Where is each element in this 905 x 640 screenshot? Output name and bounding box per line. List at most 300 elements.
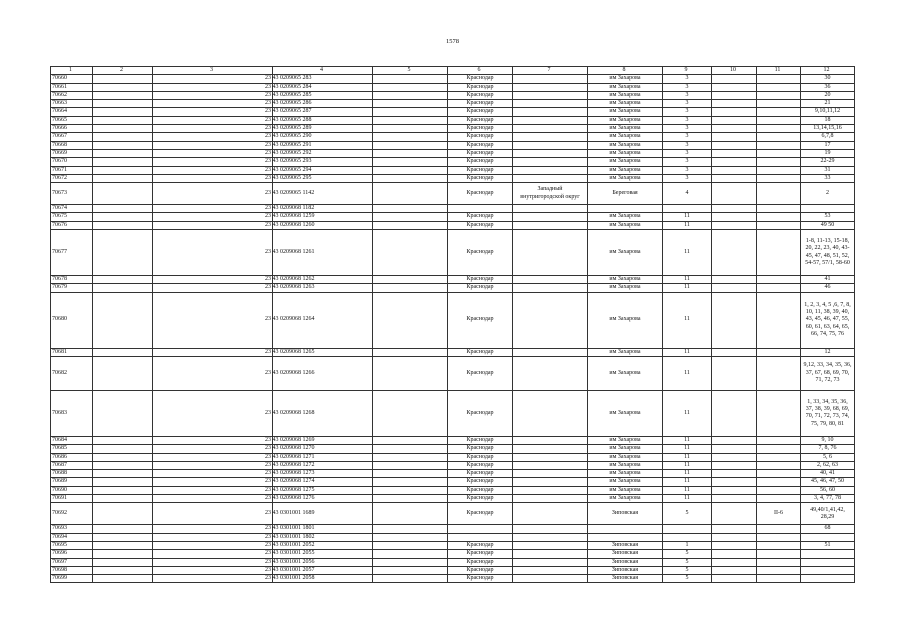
column-9-cell: 5: [663, 566, 712, 574]
column-header: 11: [757, 67, 801, 75]
column-11-cell: [757, 230, 801, 276]
cadastral-number: 23 43 0209068 1269: [153, 436, 273, 444]
column-9-cell: 11: [663, 470, 712, 478]
record-number: 70663: [51, 100, 93, 108]
empty-cell: [93, 183, 153, 205]
cadastral-number: 23 43 0301001 2058: [153, 575, 273, 583]
column-9-cell: 3: [663, 158, 712, 166]
column-11-cell: [757, 445, 801, 453]
column-11-cell: [757, 292, 801, 348]
empty-cell: [93, 174, 153, 182]
house-numbers-cell: 19: [801, 149, 855, 157]
table-row: [51, 174, 855, 182]
house-numbers-cell: [801, 205, 855, 213]
house-numbers-cell: 2, 62, 63: [801, 461, 855, 469]
empty-cell: [712, 445, 757, 453]
city-cell: Краснодар: [448, 116, 513, 124]
column-9-cell: 11: [663, 221, 712, 229]
table-row: [51, 221, 855, 229]
city-cell: Краснодар: [448, 230, 513, 276]
empty-cell: [712, 292, 757, 348]
table-row: [51, 525, 855, 533]
table-row: [51, 149, 855, 157]
column-header: 2: [93, 67, 153, 75]
empty-cell: [93, 91, 153, 99]
street-cell: Зиповская: [588, 503, 663, 525]
street-cell: им Захарова: [588, 75, 663, 83]
column-11-cell: [757, 525, 801, 533]
house-numbers-cell: 18: [801, 116, 855, 124]
empty-cell: [712, 461, 757, 469]
table-row: [51, 230, 855, 276]
empty-cell: [93, 558, 153, 566]
column-11-cell: [757, 75, 801, 83]
district-cell: [513, 276, 588, 284]
house-numbers-cell: 3, 4, 77, 78: [801, 495, 855, 503]
record-number: 70689: [51, 478, 93, 486]
district-cell: [513, 558, 588, 566]
cadastral-number: 23 43 0209068 1260: [153, 221, 273, 229]
empty-cell: [373, 141, 448, 149]
empty-cell: [712, 558, 757, 566]
record-number: 70665: [51, 116, 93, 124]
empty-cell: [373, 470, 448, 478]
cadastral-number: 23 43 0209068 1273: [153, 470, 273, 478]
empty-cell: [373, 453, 448, 461]
record-number: 70696: [51, 550, 93, 558]
record-number: 70686: [51, 453, 93, 461]
empty-cell: [712, 108, 757, 116]
empty-cell: [93, 125, 153, 133]
column-9-cell: 5: [663, 503, 712, 525]
record-number: 70671: [51, 166, 93, 174]
column-9-cell: [663, 205, 712, 213]
record-number: 70660: [51, 75, 93, 83]
street-cell: [588, 533, 663, 541]
district-cell: [513, 230, 588, 276]
empty-cell: [373, 149, 448, 157]
empty-cell: [712, 174, 757, 182]
empty-cell: [373, 83, 448, 91]
column-11-cell: II-6: [757, 503, 801, 525]
column-9-cell: 5: [663, 558, 712, 566]
empty-cell: [373, 108, 448, 116]
column-9-cell: 5: [663, 575, 712, 583]
column-header: 3: [153, 67, 273, 75]
table-row: [51, 503, 855, 525]
column-11-cell: [757, 116, 801, 124]
empty-cell: [93, 292, 153, 348]
column-9-cell: 11: [663, 284, 712, 292]
table-row: [51, 390, 855, 436]
column-9-cell: 11: [663, 461, 712, 469]
cadastral-number: 23 43 0209065 290: [153, 133, 273, 141]
column-11-cell: [757, 541, 801, 549]
cadastral-number: 23 43 0209065 291: [153, 141, 273, 149]
empty-cell: [93, 284, 153, 292]
record-number: 70692: [51, 503, 93, 525]
empty-cell: [712, 221, 757, 229]
city-cell: Краснодар: [448, 478, 513, 486]
empty-cell: [712, 453, 757, 461]
cadastral-number: 23 43 0209068 1261: [153, 230, 273, 276]
column-header: 5: [373, 67, 448, 75]
street-cell: им Захарова: [588, 158, 663, 166]
table-row: [51, 213, 855, 221]
column-9-cell: 3: [663, 116, 712, 124]
table-row: [51, 566, 855, 574]
street-cell: им Захарова: [588, 108, 663, 116]
column-9-cell: 11: [663, 348, 712, 356]
empty-cell: [373, 348, 448, 356]
empty-cell: [712, 158, 757, 166]
empty-cell: [373, 166, 448, 174]
house-numbers-cell: 9,12, 33, 34, 35, 36, 37, 67, 68, 69, 70, 71, 72, 73: [801, 356, 855, 390]
empty-cell: [373, 75, 448, 83]
column-11-cell: [757, 174, 801, 182]
column-header: 9: [663, 67, 712, 75]
house-numbers-cell: 1, 2, 3, 4, 5 ,6, 7, 8, 10, 11, 38, 39, 40, 43, 45, 46, 47, 55, 60, 61, 63, 64, 65, 66, 74, 75, 76: [801, 292, 855, 348]
table-row: [51, 205, 855, 213]
cadastral-number: 23 43 0209065 294: [153, 166, 273, 174]
city-cell: Краснодар: [448, 183, 513, 205]
column-9-cell: 3: [663, 100, 712, 108]
street-cell: Зиповская: [588, 550, 663, 558]
empty-cell: [93, 166, 153, 174]
empty-cell: [93, 503, 153, 525]
column-header: 10: [712, 67, 757, 75]
street-cell: Зиповская: [588, 566, 663, 574]
district-cell: [513, 108, 588, 116]
street-cell: им Захарова: [588, 125, 663, 133]
district-cell: [513, 166, 588, 174]
house-numbers-cell: [801, 533, 855, 541]
column-11-cell: [757, 141, 801, 149]
empty-cell: [93, 541, 153, 549]
district-cell: [513, 83, 588, 91]
table-row: [51, 478, 855, 486]
street-cell: [588, 525, 663, 533]
table-row: [51, 125, 855, 133]
empty-cell: [712, 166, 757, 174]
cadastral-number: 23 43 0209068 1276: [153, 495, 273, 503]
empty-cell: [712, 91, 757, 99]
empty-cell: [712, 541, 757, 549]
column-11-cell: [757, 205, 801, 213]
column-9-cell: 3: [663, 83, 712, 91]
empty-cell: [712, 213, 757, 221]
table-row: [51, 91, 855, 99]
table-row: [51, 436, 855, 444]
empty-cell: [373, 461, 448, 469]
table-row: [51, 292, 855, 348]
street-cell: им Захарова: [588, 436, 663, 444]
table-row: [51, 445, 855, 453]
street-cell: им Захарова: [588, 174, 663, 182]
empty-cell: [373, 566, 448, 574]
empty-cell: [373, 183, 448, 205]
district-cell: [513, 525, 588, 533]
cadastral-number: 23 43 0209068 1182: [153, 205, 273, 213]
header-row: [51, 67, 855, 75]
column-11-cell: [757, 213, 801, 221]
district-cell: [513, 503, 588, 525]
table-row: [51, 550, 855, 558]
empty-cell: [93, 348, 153, 356]
city-cell: Краснодар: [448, 166, 513, 174]
table-row: [51, 495, 855, 503]
empty-cell: [93, 221, 153, 229]
empty-cell: [93, 83, 153, 91]
house-numbers-cell: [801, 566, 855, 574]
column-11-cell: [757, 436, 801, 444]
record-number: 70667: [51, 133, 93, 141]
empty-cell: [712, 478, 757, 486]
record-number: 70682: [51, 356, 93, 390]
empty-cell: [712, 495, 757, 503]
cadastral-number: 23 43 0209068 1259: [153, 213, 273, 221]
record-number: 70694: [51, 533, 93, 541]
district-cell: [513, 533, 588, 541]
table-row: [51, 108, 855, 116]
street-cell: им Захарова: [588, 83, 663, 91]
district-cell: [513, 453, 588, 461]
column-9-cell: 11: [663, 213, 712, 221]
house-numbers-cell: 30: [801, 75, 855, 83]
empty-cell: [373, 292, 448, 348]
street-cell: [588, 205, 663, 213]
empty-cell: [373, 284, 448, 292]
city-cell: Краснодар: [448, 550, 513, 558]
cadastral-number: 23 43 0301001 1802: [153, 533, 273, 541]
house-numbers-cell: 40, 41: [801, 470, 855, 478]
empty-cell: [373, 133, 448, 141]
house-numbers-cell: 33: [801, 174, 855, 182]
district-cell: [513, 348, 588, 356]
cadastral-number: 23 43 0209065 284: [153, 83, 273, 91]
empty-cell: [712, 230, 757, 276]
city-cell: Краснодар: [448, 292, 513, 348]
city-cell: Краснодар: [448, 436, 513, 444]
house-numbers-cell: 49,40/1,41,42, 28,29: [801, 503, 855, 525]
house-numbers-cell: 46: [801, 284, 855, 292]
column-11-cell: [757, 284, 801, 292]
record-number: 70677: [51, 230, 93, 276]
district-cell: [513, 566, 588, 574]
city-cell: Краснодар: [448, 158, 513, 166]
table-row: [51, 541, 855, 549]
cadastral-number: 23 43 0209065 292: [153, 149, 273, 157]
district-cell: [513, 133, 588, 141]
record-number: 70683: [51, 390, 93, 436]
table-row: [51, 75, 855, 83]
city-cell: Краснодар: [448, 174, 513, 182]
column-11-cell: [757, 486, 801, 494]
house-numbers-cell: 9, 10: [801, 436, 855, 444]
cadastral-number: 23 43 0209065 283: [153, 75, 273, 83]
column-11-cell: [757, 348, 801, 356]
record-number: 70674: [51, 205, 93, 213]
record-number: 70672: [51, 174, 93, 182]
column-9-cell: 3: [663, 75, 712, 83]
street-cell: им Захарова: [588, 213, 663, 221]
empty-cell: [712, 525, 757, 533]
district-cell: [513, 100, 588, 108]
empty-cell: [373, 575, 448, 583]
house-numbers-cell: 2: [801, 183, 855, 205]
house-numbers-cell: 13,14,15,16: [801, 125, 855, 133]
column-9-cell: [663, 525, 712, 533]
column-9-cell: 11: [663, 230, 712, 276]
empty-cell: [93, 213, 153, 221]
house-numbers-cell: 22-29: [801, 158, 855, 166]
house-numbers-cell: 41: [801, 276, 855, 284]
column-11-cell: [757, 83, 801, 91]
city-cell: Краснодар: [448, 461, 513, 469]
street-cell: им Захарова: [588, 470, 663, 478]
cadastral-number: 23 43 0209065 287: [153, 108, 273, 116]
empty-cell: [712, 390, 757, 436]
record-number: 70670: [51, 158, 93, 166]
column-9-cell: [663, 533, 712, 541]
table-row: [51, 166, 855, 174]
house-numbers-cell: 17: [801, 141, 855, 149]
city-cell: [448, 205, 513, 213]
city-cell: Краснодар: [448, 566, 513, 574]
column-9-cell: 11: [663, 390, 712, 436]
record-number: 70678: [51, 276, 93, 284]
city-cell: Краснодар: [448, 141, 513, 149]
table-row: [51, 116, 855, 124]
street-cell: им Захарова: [588, 221, 663, 229]
city-cell: Краснодар: [448, 541, 513, 549]
empty-cell: [712, 566, 757, 574]
city-cell: Краснодар: [448, 221, 513, 229]
empty-cell: [373, 213, 448, 221]
street-cell: им Захарова: [588, 478, 663, 486]
district-cell: [513, 205, 588, 213]
house-numbers-cell: 1-8, 11-13, 15-18, 20, 22, 23, 40, 43-45, 47, 48, 51, 52, 54-57, 57/1, 58-60: [801, 230, 855, 276]
empty-cell: [93, 575, 153, 583]
city-cell: [448, 525, 513, 533]
house-numbers-cell: [801, 575, 855, 583]
empty-cell: [373, 91, 448, 99]
city-cell: Краснодар: [448, 495, 513, 503]
street-cell: им Захарова: [588, 486, 663, 494]
empty-cell: [712, 486, 757, 494]
empty-cell: [712, 83, 757, 91]
column-header: 7: [513, 67, 588, 75]
city-cell: Краснодар: [448, 75, 513, 83]
empty-cell: [373, 541, 448, 549]
empty-cell: [373, 533, 448, 541]
record-number: 70685: [51, 445, 93, 453]
empty-cell: [373, 558, 448, 566]
column-11-cell: [757, 470, 801, 478]
record-number: 70698: [51, 566, 93, 574]
city-cell: Краснодар: [448, 91, 513, 99]
street-cell: им Захарова: [588, 495, 663, 503]
column-9-cell: 3: [663, 133, 712, 141]
city-cell: Краснодар: [448, 558, 513, 566]
district-cell: [513, 149, 588, 157]
empty-cell: [93, 100, 153, 108]
cadastral-number: 23 43 0301001 1801: [153, 525, 273, 533]
empty-cell: [93, 525, 153, 533]
house-numbers-cell: 1, 33, 34, 35, 36, 37, 38, 39, 68, 69, 70, 71, 72, 73, 74, 75, 79, 80, 81: [801, 390, 855, 436]
house-numbers-cell: 9,10,11,12: [801, 108, 855, 116]
empty-cell: [373, 525, 448, 533]
column-11-cell: [757, 453, 801, 461]
column-11-cell: [757, 183, 801, 205]
column-11-cell: [757, 100, 801, 108]
district-cell: [513, 356, 588, 390]
cadastral-number: 23 43 0209065 288: [153, 116, 273, 124]
street-cell: им Захарова: [588, 292, 663, 348]
column-9-cell: 11: [663, 478, 712, 486]
empty-cell: [93, 133, 153, 141]
cadastral-number: 23 43 0209068 1272: [153, 461, 273, 469]
district-cell: [513, 575, 588, 583]
column-11-cell: [757, 575, 801, 583]
record-number: 70669: [51, 149, 93, 157]
city-cell: Краснодар: [448, 276, 513, 284]
house-numbers-cell: 7, 8, 76: [801, 445, 855, 453]
record-number: 70681: [51, 348, 93, 356]
street-cell: им Захарова: [588, 453, 663, 461]
city-cell: Краснодар: [448, 108, 513, 116]
table-row: [51, 533, 855, 541]
column-9-cell: 3: [663, 174, 712, 182]
house-numbers-cell: 6,7,8: [801, 133, 855, 141]
district-cell: [513, 495, 588, 503]
empty-cell: [93, 149, 153, 157]
empty-cell: [712, 533, 757, 541]
street-cell: им Захарова: [588, 445, 663, 453]
empty-cell: [712, 550, 757, 558]
cadastral-number: 23 43 0209068 1275: [153, 486, 273, 494]
cadastral-number: 23 43 0209068 1271: [153, 453, 273, 461]
record-number: 70666: [51, 125, 93, 133]
city-cell: Краснодар: [448, 125, 513, 133]
column-header: 8: [588, 67, 663, 75]
column-header: 6: [448, 67, 513, 75]
table-row: [51, 558, 855, 566]
street-cell: им Захарова: [588, 230, 663, 276]
empty-cell: [93, 158, 153, 166]
record-number: 70679: [51, 284, 93, 292]
record-number: 70680: [51, 292, 93, 348]
record-number: 70662: [51, 91, 93, 99]
empty-cell: [712, 149, 757, 157]
empty-cell: [93, 205, 153, 213]
record-number: 70661: [51, 83, 93, 91]
column-9-cell: 3: [663, 108, 712, 116]
empty-cell: [712, 183, 757, 205]
column-11-cell: [757, 158, 801, 166]
column-11-cell: [757, 390, 801, 436]
column-9-cell: 11: [663, 356, 712, 390]
column-11-cell: [757, 558, 801, 566]
column-9-cell: 3: [663, 149, 712, 157]
empty-cell: [93, 116, 153, 124]
street-cell: им Захарова: [588, 348, 663, 356]
column-9-cell: 11: [663, 495, 712, 503]
district-cell: [513, 221, 588, 229]
record-number: 70673: [51, 183, 93, 205]
column-11-cell: [757, 461, 801, 469]
table-row: [51, 356, 855, 390]
